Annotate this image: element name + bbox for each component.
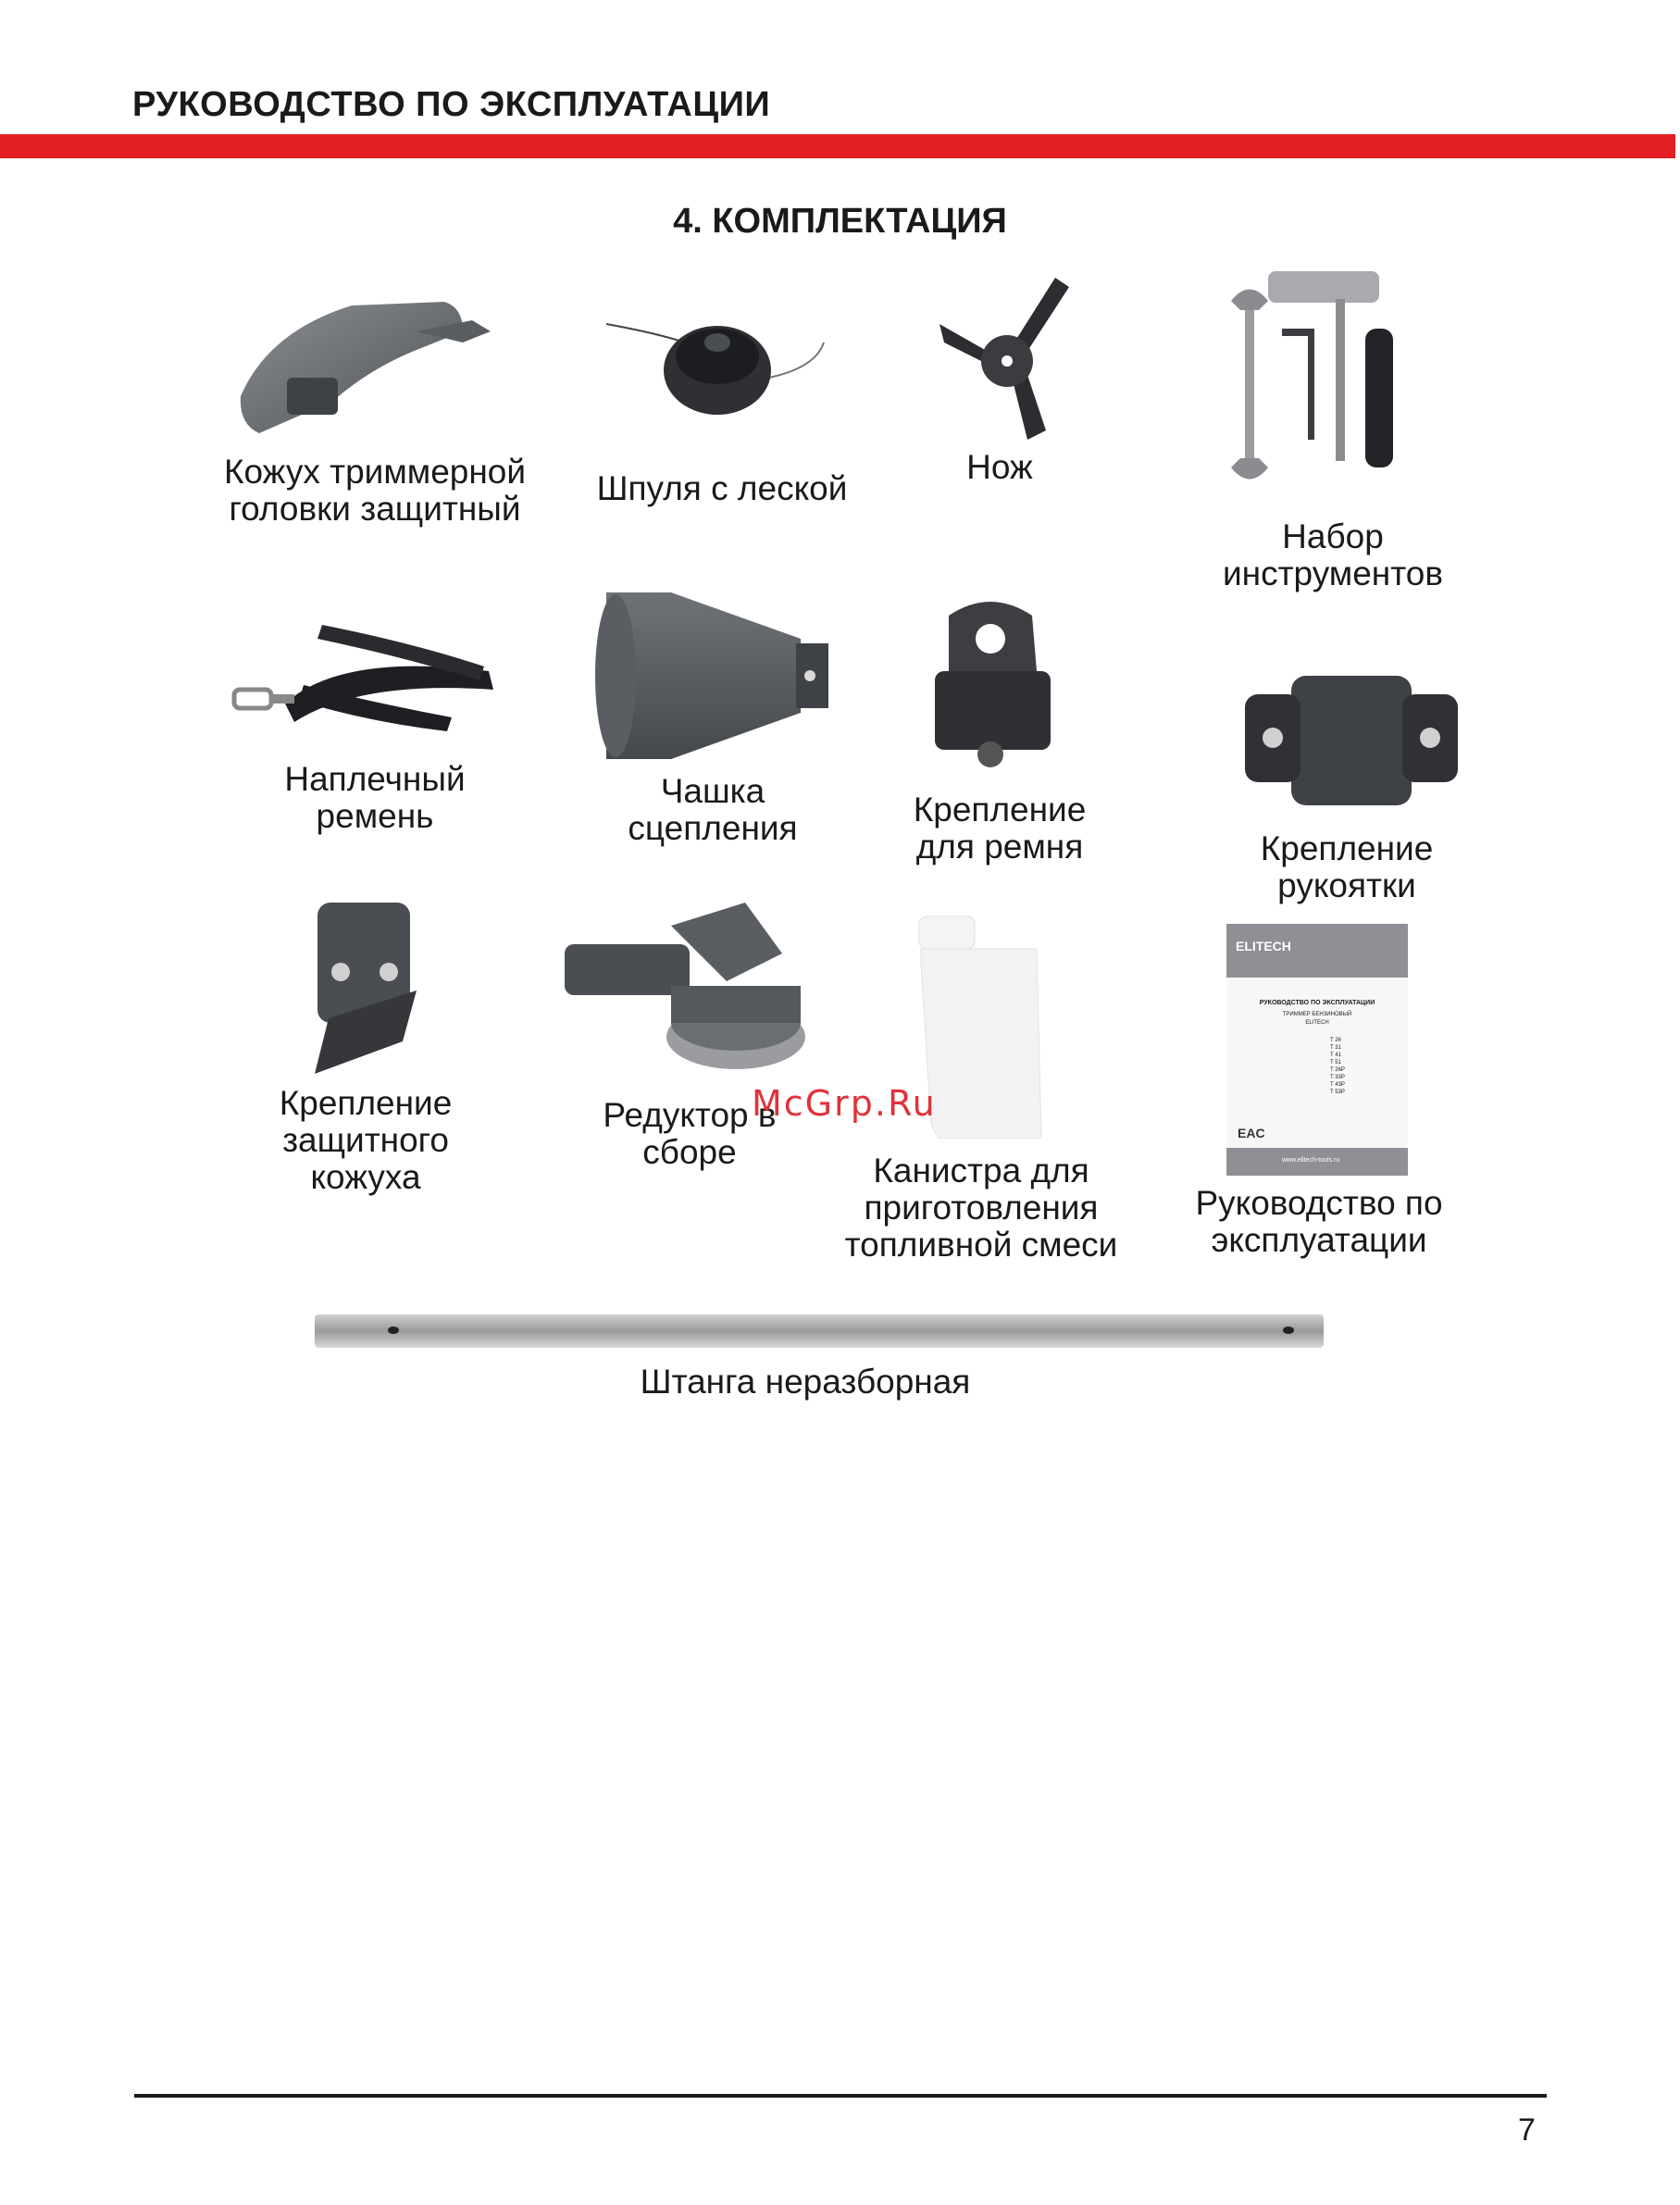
shaft-image: [315, 1313, 1324, 1350]
manual-cert-mark: EAC: [1238, 1126, 1265, 1140]
trimmer-guard-image: [231, 294, 509, 433]
manual-cover-brand-small: ELITECH: [1305, 1020, 1329, 1026]
gearbox-image: [560, 898, 810, 1088]
handle-mount-label: Крепление рукоятки: [1260, 829, 1434, 904]
shoulder-strap-label: Наплечный ремень: [284, 760, 466, 835]
header-red-bar: [0, 134, 1675, 158]
page-number: 7: [1518, 2112, 1536, 2148]
manual-cover-title: РУКОВОДСТВО ПО ЭКСПЛУАТАЦИИ: [1259, 1000, 1375, 1006]
shoulder-strap-image: [230, 616, 503, 741]
tool-set-label: Набор инструментов: [1222, 517, 1443, 592]
fuel-canister-label: Канистра для приготовления топливной смеси: [844, 1152, 1118, 1264]
tool-set-image: [1226, 264, 1412, 481]
watermark: McGrp.Ru: [752, 1083, 937, 1124]
document-header-title: РУКОВОДСТВО ПО ЭКСПЛУАТАЦИИ: [132, 85, 771, 124]
guard-mount-image: [310, 903, 426, 1074]
strap-mount-label: Крепление для ремня: [913, 791, 1087, 866]
spool-image: [602, 305, 833, 426]
blade-label: Нож: [966, 448, 1033, 486]
shaft-label: Штанга неразборная: [640, 1363, 971, 1401]
handle-mount-image: [1245, 671, 1458, 810]
blade-image: [935, 273, 1074, 444]
manual-brand-logo: ELITECH: [1236, 939, 1291, 953]
strap-mount-image: [930, 597, 1055, 773]
manual-model-list: T 26 T 31 T 41 T 51 T 26P T 33P T 43P T 53P: [1330, 1038, 1345, 1095]
section-title: 4. КОМПЛЕКТАЦИЯ: [673, 202, 1007, 241]
manual-cover-url: www.elitech-tools.ru: [1282, 1157, 1340, 1164]
clutch-cup-image: [588, 583, 833, 764]
manual-cover-subtitle: ТРИММЕР БЕНЗИНОВЫЙ: [1282, 1012, 1352, 1017]
footer-rule: [134, 2094, 1547, 2098]
clutch-cup-label: Чашка сцепления: [628, 772, 798, 847]
guard-mount-label: Крепление защитного кожуха: [279, 1084, 453, 1196]
manual-label: Руководство по эксплуатации: [1195, 1184, 1443, 1259]
trimmer-guard-label: Кожух триммерной головки защитный: [223, 453, 527, 528]
gearbox-label: Редуктор в сборе: [603, 1096, 777, 1171]
manual-cover: [1226, 924, 1408, 1176]
spool-label: Шпуля с леской: [596, 469, 848, 507]
